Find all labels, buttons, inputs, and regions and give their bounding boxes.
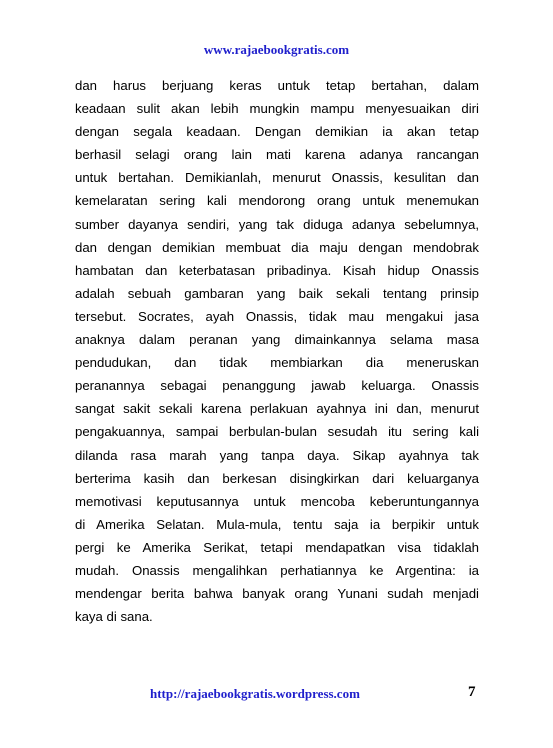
text-line: keadaan sulit akan lebih mungkin mampu menyesuaikan diri: [75, 101, 479, 117]
text-line: hambatan dan keterbatasan pribadinya. Kisah hidup Onassis: [75, 262, 479, 278]
text-line: anaknya dalam peranan yang dimainkannya selama masa: [75, 332, 479, 348]
text-line: di Amerika Selatan. Mula-mula, tentu saja ia berpikir untuk: [75, 516, 479, 532]
text-line: dan harus berjuang keras untuk tetap bertahan, dalam: [75, 78, 479, 93]
text-line: sumber dayanya sendiri, yang tak diduga adanya sebelumnya,: [75, 216, 479, 232]
text-line: pendudukan, dan tidak membiarkan dia meneruskan: [75, 355, 479, 371]
text-line: mudah. Onassis mengalihkan perhatiannya ke Argentina: ia: [75, 562, 479, 578]
text-line: tersebut. Socrates, ayah Onassis, tidak mau mengakui jasa: [75, 308, 479, 324]
text-line: untuk bertahan. Demikianlah, menurut Onassis, kesulitan dan: [75, 170, 479, 186]
text-line: peranannya sebagai penanggung jawab keluarga. Onassis: [75, 378, 479, 394]
text-line: berterima kasih dan berkesan disingkirkan dari keluarganya: [75, 470, 479, 486]
text-line: memotivasi keputusannya untuk mencoba keberuntungannya: [75, 493, 479, 509]
text-line: kaya di sana.: [75, 609, 153, 625]
text-line: adalah sebuah gambaran yang baik sekali tentang prinsip: [75, 285, 479, 301]
text-line: kemelaratan sering kali mendorong orang untuk menemukan: [75, 193, 479, 209]
text-line: sangat sakit sekali karena perlakuan ayahnya ini dan, menurut: [75, 401, 479, 417]
text-line: dengan segala keadaan. Dengan demikian ia akan tetap: [75, 124, 479, 140]
text-line: dilanda rasa marah yang tanpa daya. Sikap ayahnya tak: [75, 447, 479, 463]
text-line: dan dengan demikian membuat dia maju dengan mendobrak: [75, 239, 479, 255]
footer-url: http://rajaebookgratis.wordpress.com: [150, 686, 360, 701]
header-url: www.rajaebookgratis.com: [203, 42, 350, 57]
text-line: berhasil selagi orang lain mati karena adanya rancangan: [75, 147, 479, 163]
body-text: [75, 74, 479, 628]
text-line: pergi ke Amerika Serikat, tetapi mendapatkan visa tidaklah: [75, 539, 479, 555]
page-number: 7: [468, 684, 476, 700]
text-line: mendengar berita bahwa banyak orang Yunani sudah menjadi: [75, 586, 479, 602]
text-line: pengakuannya, sampai berbulan-bulan sesudah itu sering kali: [75, 424, 479, 440]
